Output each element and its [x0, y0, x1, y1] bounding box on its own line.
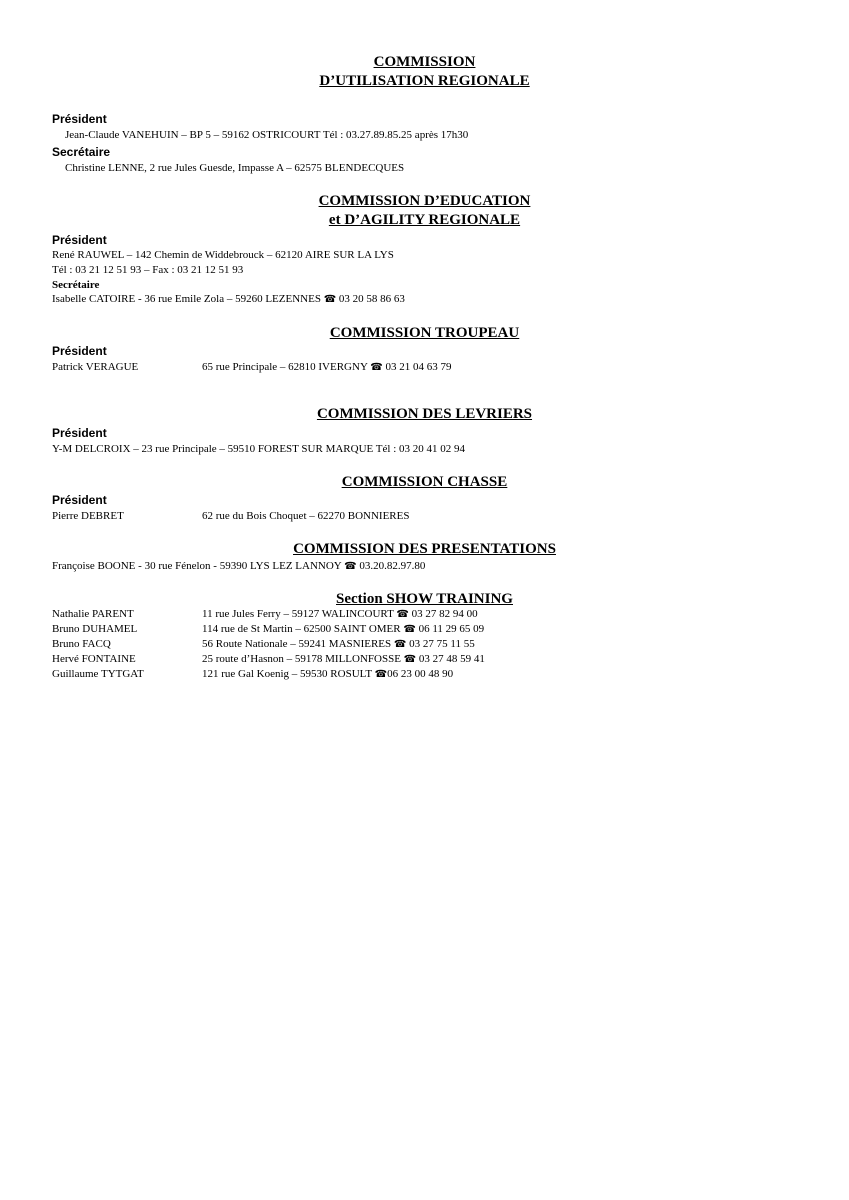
phone-icon: ☎	[403, 654, 417, 665]
list-item-address	[202, 652, 485, 667]
heading-utilisation	[0, 53, 849, 91]
list-item-address	[202, 607, 478, 622]
list-item-address	[202, 637, 475, 652]
heading-utilisation-line2: D’UTILISATION REGIONALE	[319, 73, 530, 89]
chasse-address: 62 rue du Bois Choquet – 62270 BONNIERES	[202, 510, 410, 522]
troupeau-president-label: Président	[52, 344, 107, 358]
phone-icon: ☎	[403, 624, 416, 635]
troupeau-phone: 03 21 04 63 79	[385, 361, 452, 373]
phone-number: 06 11 29 65 09	[418, 623, 485, 635]
list-item-name: Bruno FACQ	[52, 638, 111, 650]
utilisation-secretaire-label: Secrétaire	[52, 145, 111, 159]
heading-show-training-text: Section SHOW TRAINING	[336, 591, 513, 607]
education-president-label: Président	[52, 233, 107, 247]
heading-education-line2: et D’AGILITY REGIONALE	[328, 212, 521, 228]
heading-chasse	[0, 473, 849, 492]
heading-troupeau-text: COMMISSION TROUPEAU	[329, 325, 520, 341]
presentations-line	[52, 559, 425, 574]
utilisation-secretaire-text: Christine LENNE, 2 rue Jules Guesde, Impasse A – 62575 BLENDECQUES	[65, 162, 405, 174]
list-item-name: Guillaume TYTGAT	[52, 668, 144, 680]
chasse-president-label: Président	[52, 493, 107, 507]
education-secretaire-text: Isabelle CATOIRE - 36 rue Emile Zola – 59260 LEZENNES	[52, 293, 321, 305]
education-secretaire-label: Secrétaire	[52, 279, 100, 291]
phone-number: 06 23 00 48 90	[387, 668, 454, 680]
address-text: 121 rue Gal Koenig – 59530 ROSULT	[202, 668, 372, 680]
phone-number: 03 27 75 11 55	[409, 638, 475, 650]
address-text: 25 route d’Hasnon – 59178 MILLONFOSSE	[202, 653, 401, 665]
address-text: 114 rue de St Martin – 62500 SAINT OMER	[202, 623, 404, 635]
troupeau-address: 65 rue Principale – 62810 IVERGNY	[202, 361, 368, 373]
phone-icon: ☎	[344, 561, 357, 572]
heading-education	[0, 192, 849, 230]
education-secretaire-phone: 03 20 58 86 63	[338, 293, 405, 305]
troupeau-name: Patrick VERAGUE	[52, 361, 139, 373]
utilisation-president-label: Président	[52, 112, 107, 126]
troupeau-address-line	[202, 360, 451, 375]
heading-levriers	[0, 405, 849, 424]
levriers-text: Y-M DELCROIX – 23 rue Principale – 59510 FOREST SUR MARQUE Tél : 03 20 41 02 94	[52, 443, 466, 455]
phone-icon: ☎	[374, 669, 388, 680]
heading-troupeau	[0, 324, 849, 343]
list-item-address	[202, 622, 484, 637]
levriers-president-label: Président	[52, 426, 107, 440]
phone-icon: ☎	[396, 609, 409, 620]
heading-education-line1: COMMISSION D’EDUCATION	[318, 193, 531, 209]
phone-number: 03 27 48 59 41	[418, 653, 485, 665]
phone-icon: ☎	[323, 294, 337, 305]
heading-utilisation-line1: COMMISSION	[373, 54, 476, 70]
presentations-text: Françoise BOONE - 30 rue Fénelon - 59390 LYS LEZ LANNOY	[52, 560, 342, 572]
phone-icon: ☎	[393, 639, 407, 650]
list-item-address	[202, 667, 453, 682]
education-president-text: René RAUWEL – 142 Chemin de Widdebrouck – 62120 AIRE SUR LA LYS	[52, 249, 394, 261]
address-text: 56 Route Nationale – 59241 MASNIERES	[202, 638, 392, 650]
education-president-phone: Tél : 03 21 12 51 93 – Fax : 03 21 12 51 93	[52, 264, 244, 276]
utilisation-president-text: Jean-Claude VANEHUIN – BP 5 – 59162 OSTRICOURT Tél : 03.27.89.85.25 après 17h30	[65, 129, 469, 141]
list-item-name: Hervé FONTAINE	[52, 653, 136, 665]
list-item-name: Nathalie PARENT	[52, 608, 134, 620]
heading-presentations-text: COMMISSION DES PRESENTATIONS	[293, 541, 556, 557]
heading-chasse-text: COMMISSION CHASSE	[341, 474, 508, 490]
list-item-name: Bruno DUHAMEL	[52, 623, 138, 635]
address-text: 11 rue Jules Ferry – 59127 WALINCOURT	[202, 608, 394, 620]
education-secretaire-line	[52, 292, 405, 307]
presentations-phone: 03.20.82.97.80	[359, 560, 426, 572]
phone-number: 03 27 82 94 00	[411, 608, 478, 620]
phone-icon: ☎	[370, 362, 383, 373]
heading-levriers-text: COMMISSION DES LEVRIERS	[316, 406, 533, 422]
heading-presentations	[0, 540, 849, 559]
chasse-name: Pierre DEBRET	[52, 510, 124, 522]
